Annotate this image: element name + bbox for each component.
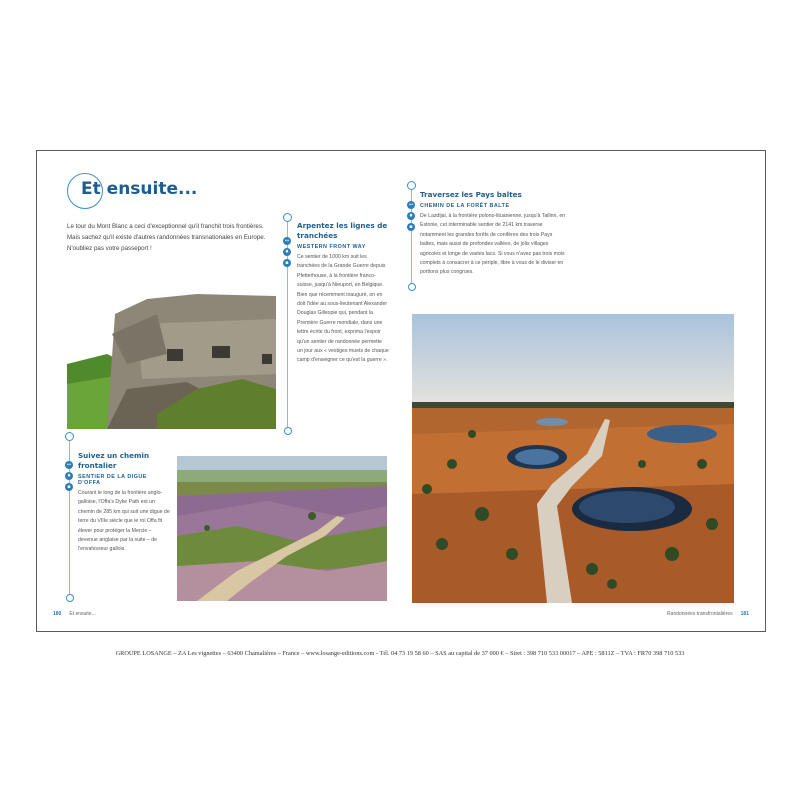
timeline-end-ring: [284, 427, 292, 435]
calendar-icon: ▪: [407, 223, 415, 231]
photo-bunker-svg: [67, 294, 276, 429]
running-head-right: Randonnées transfrontalières: [667, 611, 733, 617]
photo-bog-svg: [412, 314, 734, 603]
section-title: Suivez un chemin frontalier: [78, 451, 150, 470]
footer-right: [667, 611, 749, 617]
section-body: De Lazdijai, à la frontière polono-lituanienne, jusqu'à Tallinn, en Estonie, cet interminable sentier de 2141 km traverse notamment les grandes forêts de conifères des trois Pays baltes, mais aussi de profondes vallées, de jolis villages agricoles et longe de vastes lacs. Si vous n'avez pas trois mois complets à consacrer à ce périple, libre à vous de le diviser en portions plus congrues.: [420, 213, 566, 276]
calendar-icon: ▪: [65, 483, 73, 491]
section-title: Traversez les Pays baltes: [420, 190, 522, 199]
page-number-left: 180: [53, 611, 62, 617]
timeline-end-ring: [66, 594, 74, 602]
section-title: Arpentez les lignes de tranchées: [297, 221, 388, 240]
section-baltes: [420, 190, 568, 278]
photo-heath-path: [177, 456, 387, 601]
timeline-end-ring: [408, 283, 416, 291]
section-subtitle: WESTERN FRONT WAY: [297, 244, 366, 250]
photo-heath-svg: [177, 456, 387, 601]
distance-icon: ↔: [66, 462, 72, 468]
photo-bog-boardwalk: [412, 314, 734, 603]
publisher-line: GROUPE LOSANGE – ZA Les vignettes – 63400 Chamalières – France – www.losange-editions.com - Tél. 04 73 19 58 60 – SAS au capital de 37 000 € – Siret : 398 710 533 00017 – APE : 5811Z – TVA : FR70 398 710 533: [115, 650, 685, 657]
photo-bunker-ruins: [67, 294, 276, 429]
calendar-icon: ▪: [283, 259, 291, 267]
timeline-pin: [283, 213, 292, 222]
distance-icon: ↔: [284, 238, 290, 244]
distance-icon: ↔: [408, 202, 414, 208]
timeline-line: [69, 436, 70, 596]
walker-icon: ♦: [66, 473, 72, 479]
walker-icon: ♦: [408, 213, 414, 219]
section-subtitle: CHEMIN DE LA FORÊT BALTE: [420, 203, 510, 209]
section-body: Ce sentier de 1000 km suit les tranchées de la Grande Guerre depuis Pfetterhouse, à la frontière franco-suisse, jusqu'à Nieuport, en Belgique. Bien que récemment inauguré, on en doit l'idée au sous-lieutenant Alexander Douglas Gillespie qui, pendant la Première Guerre mondiale, dans une lettre écrite du front, exprima l'espoir qu'un sentier de randonnée permette un jour aux « vestiges muets de chaque camp d'enseigner ce qu'est la guerre ».: [297, 254, 389, 364]
intro-paragraph: Le tour du Mont Blanc a ceci d'exceptionnel qu'il franchit trois frontières. Mais sachez qu'il existe d'autres randonnées transnationales en Europe. N'oubliez pas votre passeport !: [67, 223, 266, 252]
book-spread: [36, 150, 766, 632]
section-frontalier: [78, 451, 170, 555]
section-tranchees: [297, 221, 389, 366]
timeline-pin: [65, 432, 74, 441]
page-title: Et ensuite...: [81, 179, 198, 199]
walker-icon: ♦: [284, 249, 290, 255]
page-number-right: 181: [740, 611, 749, 617]
running-head-left: Et ensuite...: [69, 611, 96, 617]
section-subtitle: SENTIER DE LA DIGUE D'OFFA: [78, 474, 147, 486]
footer-left: [53, 611, 96, 617]
timeline-pin: [407, 181, 416, 190]
section-body: Courant le long de la frontière anglo-galloise, l'Offa's Dyke Path est un chemin de 285 km qui suit une digue de terre du VIIIe siècle que le roi Offa fit élever pour protéger la Mercie – devenue anglaise par la suite – de l'envahisseur gallois.: [78, 490, 170, 553]
